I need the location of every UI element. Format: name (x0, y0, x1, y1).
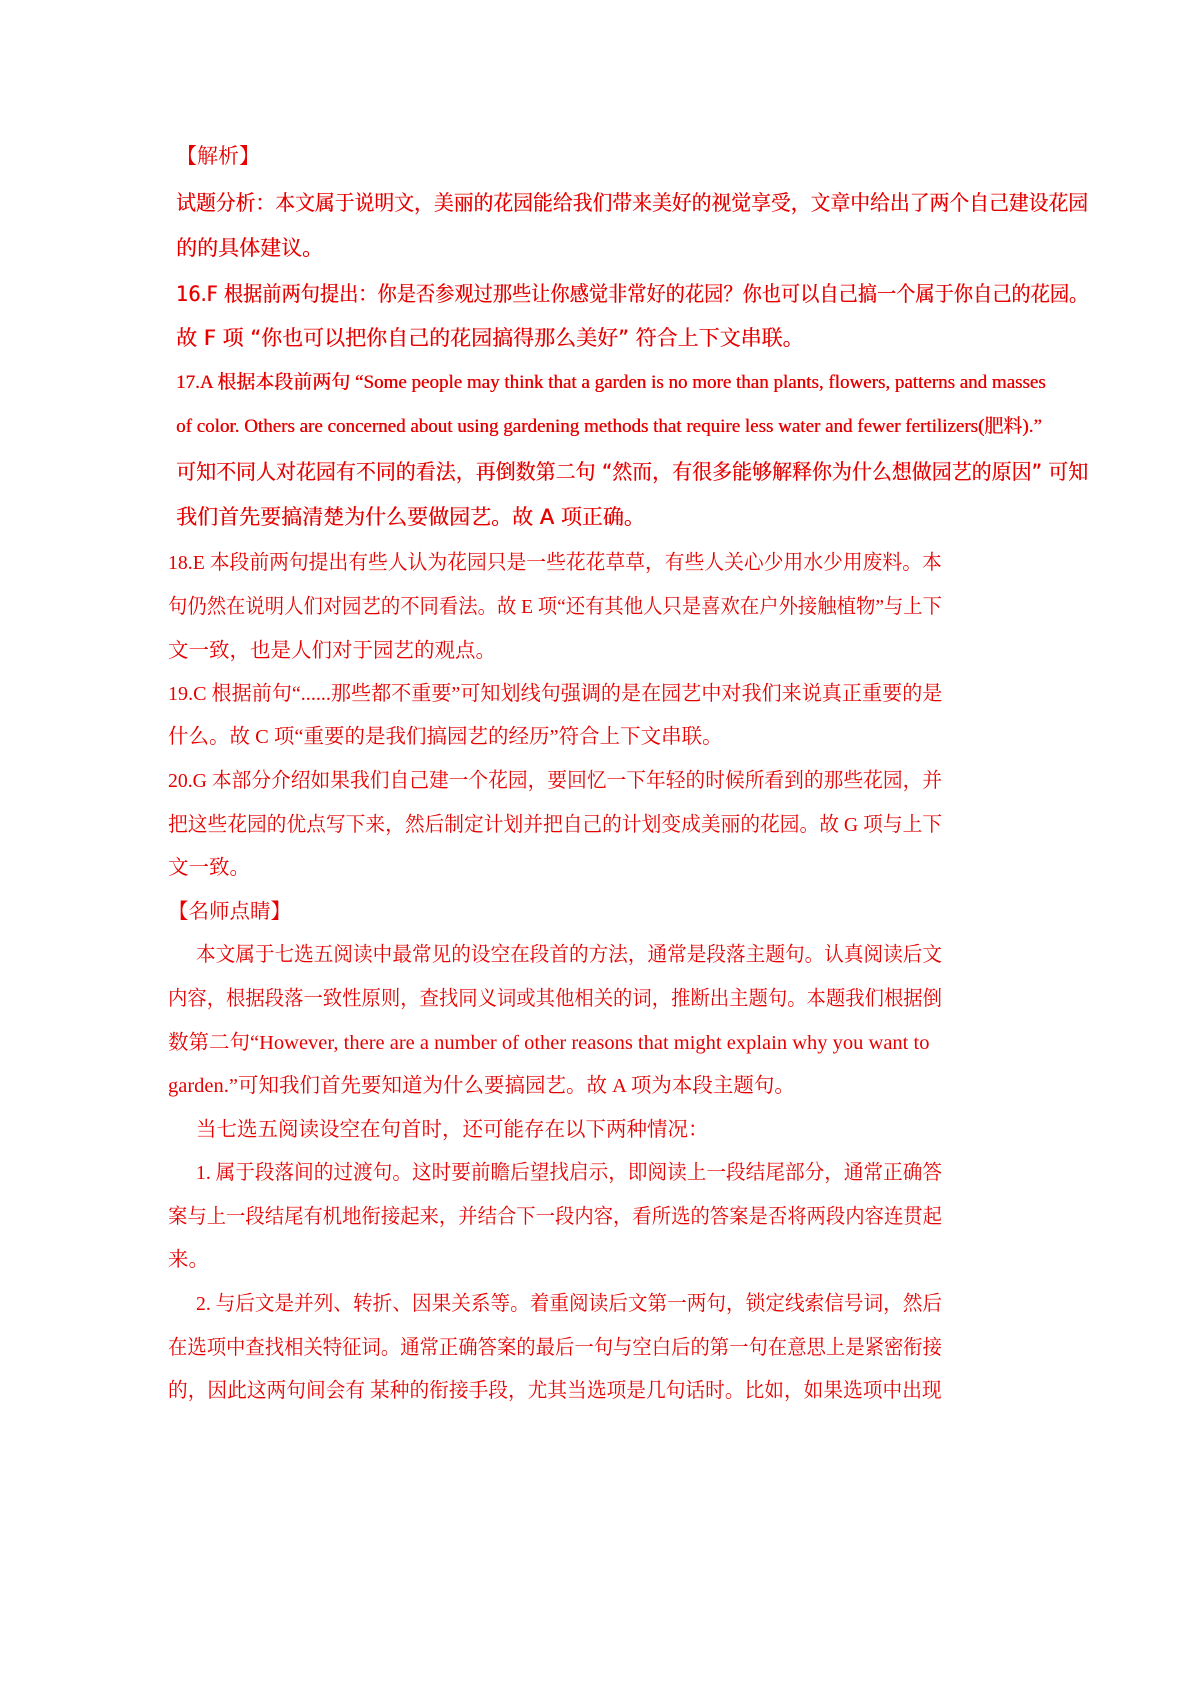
teacher-tips-heading: 【名师点睛】 (168, 901, 291, 923)
answer-18-line-1: 18.E 本段前两句提出有些人认为花园只是一些花花草草，有些人关心少用水少用废料。本 (168, 552, 942, 574)
tips-para-1-line-4: garden.”可知我们首先要知道为什么要搞园艺。故 A 项为本段主题句。 (168, 1075, 795, 1097)
tips-item-1-line-1: 1. 属于段落间的过渡句。这时要前瞻后望找启示，即阅读上一段结尾部分，通常正确答 (196, 1162, 942, 1184)
tips-item-1-line-2: 案与上一段结尾有机地衔接起来，并结合下一段内容，看所选的答案是否将两段内容连贯起 (168, 1206, 942, 1228)
answer-19-line-2: 什么。故 C 项“重要的是我们搞园艺的经历”符合上下文串联。 (168, 726, 723, 748)
answer-20-line-1: 20.G 本部分介绍如果我们自己建一个花园，要回忆一下年轻的时候所看到的那些花园，并 (168, 770, 943, 792)
tips-item-2-line-2: 在选项中查找相关特征词。通常正确答案的最后一句与空白后的第一句在意思上是紧密衔接 (168, 1337, 942, 1359)
analysis-line-2: 的的具体建议。 (176, 236, 323, 260)
analysis-heading: 【解析】 (176, 144, 260, 168)
answer-18-line-2: 句仍然在说明人们对园艺的不同看法。故 E 项“还有其他人只是喜欢在户外接触植物”与上下 (168, 596, 942, 618)
answer-17-line-4: 我们首先要搞清楚为什么要做园艺。故 A 项正确。 (176, 505, 645, 529)
tips-para-1-line-2: 内容，根据段落一致性原则，查找同义词或其他相关的词，推断出主题句。本题我们根据倒 (168, 988, 942, 1010)
answer-16-line-2: 故 F 项 “你也可以把你自己的花园搞得那么美好” 符合上下文串联。 (176, 326, 804, 350)
tips-item-2-line-3: 的，因此这两句间会有 某种的衔接手段，尤其当选项是几句话时。比如，如果选项中出现 (168, 1380, 942, 1402)
answer-17-line-3: 可知不同人对花园有不同的看法，再倒数第二句 “然而，有很多能够解释你为什么想做园艺的原因” 可知 (176, 460, 1089, 484)
tips-item-1-line-3: 来。 (168, 1249, 209, 1271)
answer-20-line-2: 把这些花园的优点写下来，然后制定计划并把自己的计划变成美丽的花园。故 G 项与上下 (168, 814, 943, 836)
answer-17-line-1: 17.A 根据本段前两句 “Some people may think that a garden is no more than plants, flowers, patterns and masses (176, 372, 1046, 393)
tips-para-1-line-3: 数第二句“However, there are a number of other reasons that might explain why you want to (168, 1032, 930, 1054)
tips-para-1-line-1: 本文属于七选五阅读中最常见的设空在段首的方法，通常是段落主题句。认真阅读后文 (196, 944, 942, 966)
tips-item-2-line-1: 2. 与后文是并列、转折、因果关系等。着重阅读后文第一两句，锁定线索信号词，然后 (196, 1293, 942, 1315)
answer-19-line-1: 19.C 根据前句“......那些都不重要”可知划线句强调的是在园艺中对我们来说真正重要的是 (168, 683, 943, 705)
analysis-line-1: 试题分析：本文属于说明文，美丽的花园能给我们带来美好的视觉享受，文章中给出了两个自己建设花园 (176, 191, 1088, 215)
tips-para-2: 当七选五阅读设空在句首时，还可能存在以下两种情况： (196, 1119, 709, 1141)
answer-17-line-2: of color. Others are concerned about using gardening methods that require less water and fewer fertilizers(肥料).” (176, 416, 1042, 437)
answer-20-line-3: 文一致。 (168, 857, 250, 879)
answer-18-line-3: 文一致，也是人们对于园艺的观点。 (168, 640, 496, 662)
answer-16-line-1: 16.F 根据前两句提出：你是否参观过那些让你感觉非常好的花园？你也可以自己搞一个属于你自己的花园。 (176, 282, 1089, 306)
